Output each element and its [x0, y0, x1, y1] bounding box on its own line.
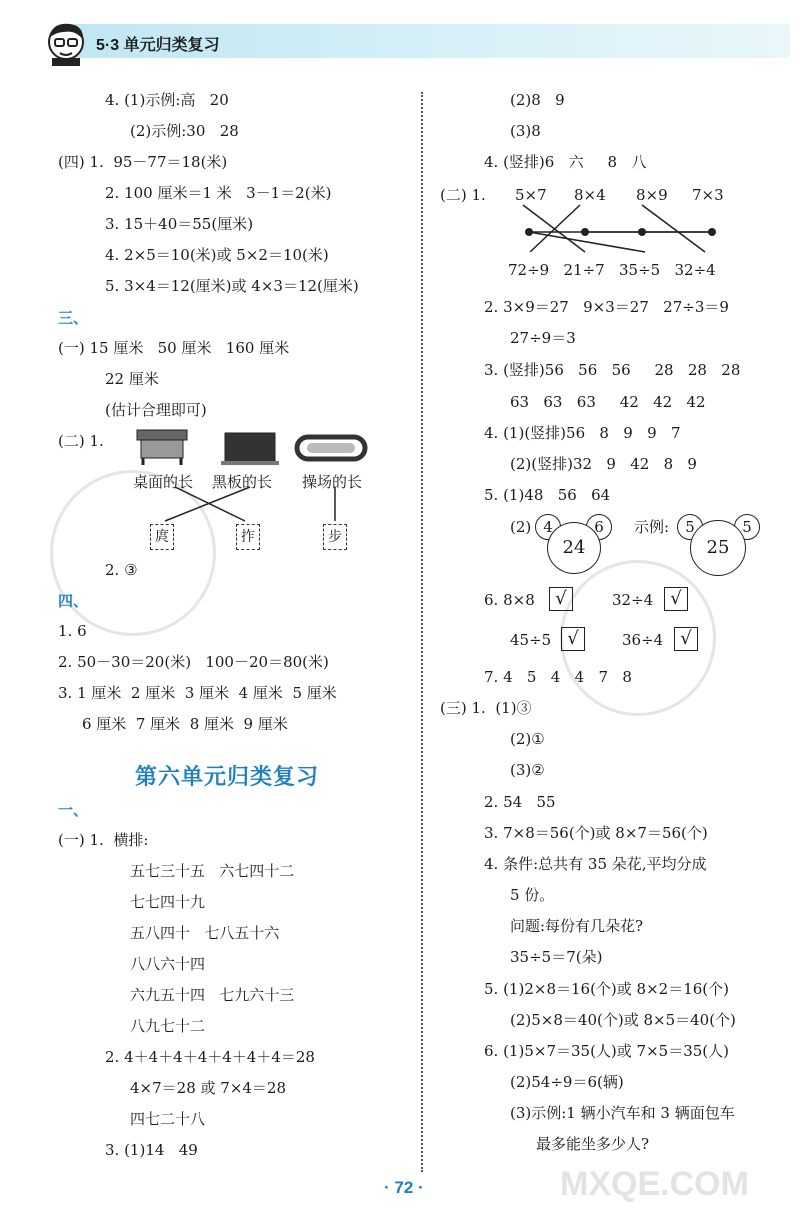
answer-line: 2. ③ — [105, 561, 138, 579]
answer-line: (3)② — [510, 761, 545, 779]
answer-line: 22 厘米 — [105, 370, 159, 388]
answer-line: 4. (1)示例:高 20 — [105, 91, 229, 109]
top-expression: 7×3 — [692, 186, 724, 204]
answer-line: (四) 1. 95－77＝18(米) — [58, 153, 228, 171]
answer-line: 45÷5 — [510, 631, 552, 649]
track-icon — [297, 437, 365, 459]
page-number: · 72 · — [384, 1178, 424, 1197]
answer-line: 2. 54 55 — [484, 793, 556, 811]
answer-line: 2. 100 厘米＝1 米 3－1＝2(米) — [105, 184, 332, 202]
answer-line: 四七二十八 — [130, 1110, 206, 1128]
section-heading: 一、 — [58, 802, 89, 819]
answer-line: (2) — [510, 518, 532, 536]
answer-line: 八九七十二 — [130, 1017, 206, 1035]
answer-line: 五八四十 七八五十六 — [130, 924, 280, 942]
answer-line: 6. 8×8 — [484, 591, 535, 609]
answer-line: (二) 1. — [440, 186, 486, 204]
answer-line: 示例: — [634, 518, 670, 536]
answer-line: (2)54÷9＝6(辆) — [510, 1073, 624, 1091]
object-label: 操场的长 — [302, 473, 363, 491]
answer-line: 6. (1)5×7＝35(人)或 7×5＝35(人) — [484, 1042, 729, 1060]
page-header — [0, 18, 800, 64]
section-heading: 四、 — [58, 593, 89, 610]
answer-line: (2)(竖排)32 9 42 8 9 — [510, 455, 697, 473]
bear-ear: 6 — [586, 514, 612, 540]
answer-line: 五七三十五 六七四十二 — [130, 862, 295, 880]
column-divider — [421, 92, 423, 1172]
unit-box: 庹 — [150, 524, 174, 550]
answer-line: 4. (竖排)6 六 8 八 — [484, 153, 647, 171]
bear-face: 24 — [547, 522, 601, 574]
answer-line: 2. 3×9＝27 9×3＝27 27÷3＝9 — [484, 298, 729, 316]
answer-line: 35÷5＝7(朵) — [510, 948, 603, 966]
check-box: √ — [674, 627, 698, 651]
answer-line: 5. (1)48 56 64 — [484, 486, 611, 504]
answer-line: 4. 2×5＝10(米)或 5×2＝10(米) — [105, 246, 329, 264]
top-expression: 8×4 — [574, 186, 606, 204]
answer-line: 4×7＝28 或 7×4＝28 — [130, 1079, 287, 1097]
answer-line: 3. 15＋40＝55(厘米) — [105, 215, 254, 233]
answer-line: (2)示例:30 28 — [130, 122, 239, 140]
object-label: 黑板的长 — [212, 473, 273, 491]
top-expression: 5×7 — [515, 186, 547, 204]
answer-line: (二) 1. — [58, 432, 104, 450]
bear-face: 25 — [690, 520, 746, 576]
answer-line: (3)示例:1 辆小汽车和 3 辆面包车 — [510, 1104, 735, 1122]
unit-title: 第六单元归类复习 — [135, 764, 320, 789]
answer-line: 3. 1 厘米 2 厘米 3 厘米 4 厘米 5 厘米 — [58, 684, 337, 702]
answer-line: (2)5×8＝40(个)或 8×5＝40(个) — [510, 1011, 736, 1029]
answer-line: 3. 7×8＝56(个)或 8×7＝56(个) — [484, 824, 708, 842]
answer-line: 27÷9＝3 — [510, 329, 576, 347]
answer-line: 5 份。 — [510, 886, 555, 904]
answer-line: 2. 4＋4＋4＋4＋4＋4＋4＝28 — [105, 1048, 315, 1066]
answer-line: 5. (1)2×8＝16(个)或 8×2＝16(个) — [484, 980, 729, 998]
answer-line: 32÷4 — [612, 591, 654, 609]
answer-line: (2)① — [510, 730, 545, 748]
answer-line: (一) 15 厘米 50 厘米 160 厘米 — [58, 339, 290, 357]
answer-line: (三) 1. (1)③ — [440, 699, 532, 717]
answer-line: (估计合理即可) — [105, 401, 207, 419]
check-box: √ — [561, 627, 585, 651]
matching-lines — [505, 200, 745, 260]
object-label: 桌面的长 — [133, 473, 194, 491]
answer-line: 2. 50－30＝20(米) 100－20＝80(米) — [58, 653, 329, 671]
mascot-icon — [42, 18, 90, 66]
answer-line: 3. (1)14 49 — [105, 1141, 198, 1159]
answer-line: 最多能坐多少人? — [536, 1135, 650, 1153]
answer-line: 63 63 63 42 42 42 — [510, 393, 706, 411]
answer-line: 问题:每份有几朵花? — [510, 917, 644, 935]
answer-line: 七七四十九 — [130, 893, 206, 911]
answer-line: 5. 3×4＝12(厘米)或 4×3＝12(厘米) — [105, 277, 359, 295]
answer-line: 6 厘米 7 厘米 8 厘米 9 厘米 — [82, 715, 288, 733]
bear-ear: 4 — [535, 514, 561, 540]
header-title: 5·3 单元归类复习 — [96, 37, 220, 54]
desk-icon — [137, 430, 187, 465]
answer-line: 4. 条件:总共有 35 朵花,平均分成 — [484, 855, 707, 873]
check-box: √ — [664, 587, 688, 611]
bear-ear: 5 — [734, 514, 760, 540]
check-box: √ — [549, 587, 573, 611]
unit-box: 拃 — [236, 524, 260, 550]
answer-line: 4. (1)(竖排)56 8 9 9 7 — [484, 424, 681, 442]
blackboard-icon — [221, 433, 279, 465]
answer-line: 八八六十四 — [130, 955, 206, 973]
bottom-expressions: 72÷9 21÷7 35÷5 32÷4 — [508, 261, 716, 279]
answer-line: 六九五十四 七九六十三 — [130, 986, 295, 1004]
section-heading: 三、 — [58, 310, 89, 327]
answer-line: (2)8 9 — [510, 91, 565, 109]
top-expression: 8×9 — [636, 186, 668, 204]
answer-line: 1. 6 — [58, 622, 87, 640]
answer-line: 36÷4 — [622, 631, 664, 649]
answer-line: 7. 4 5 4 4 7 8 — [484, 668, 632, 686]
answer-line: 3. (竖排)56 56 56 28 28 28 — [484, 361, 741, 379]
watermark-text: MXQE.COM — [560, 1165, 749, 1203]
answer-line: (一) 1. 横排: — [58, 831, 149, 849]
bear-ear: 5 — [677, 514, 703, 540]
answer-line: (3)8 — [510, 122, 541, 140]
unit-box: 步 — [323, 524, 347, 550]
